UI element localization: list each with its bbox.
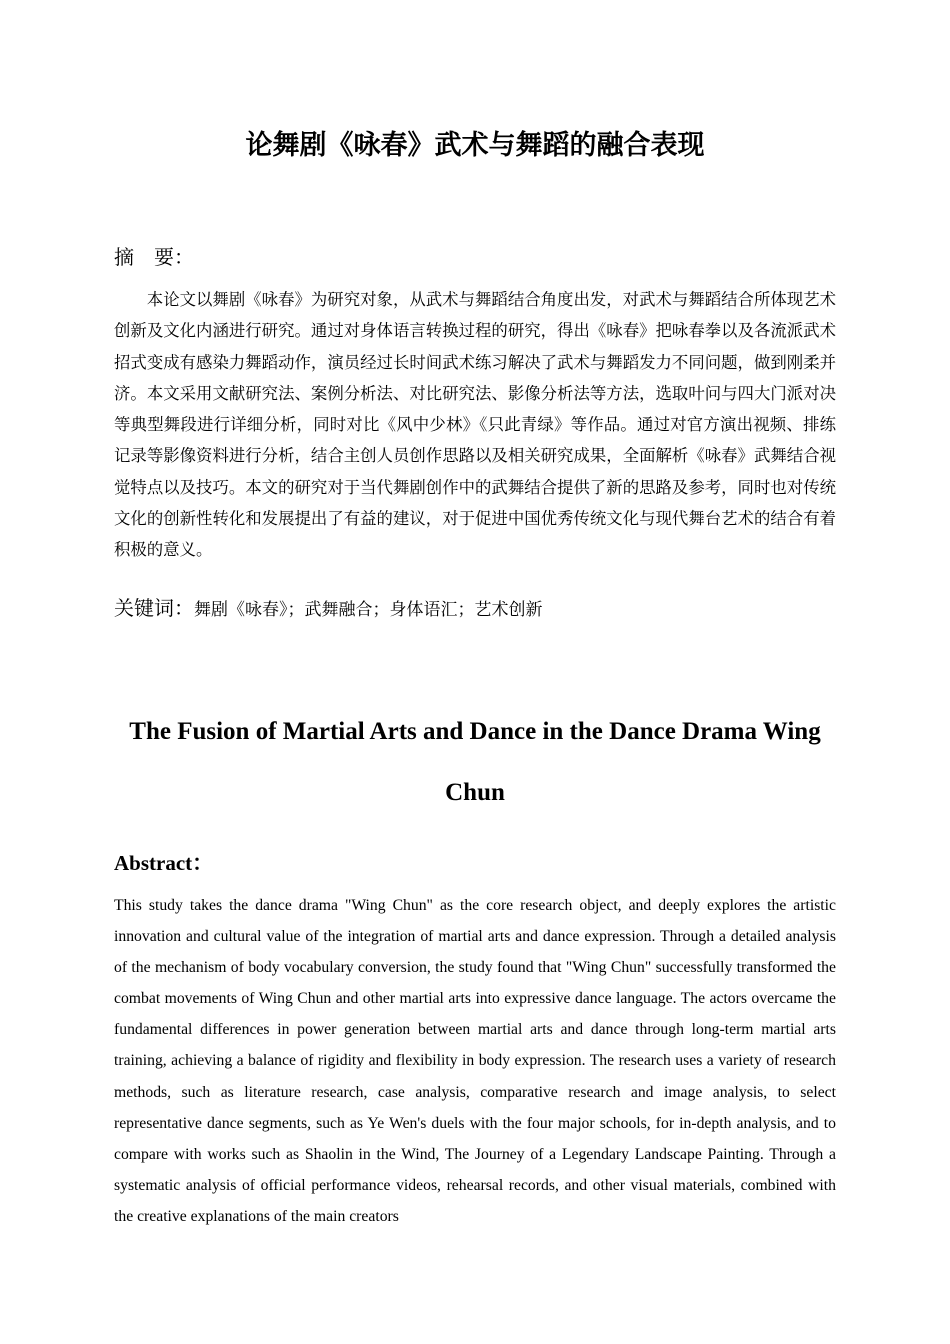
chinese-abstract-label: 摘 要： bbox=[114, 245, 194, 269]
chinese-title: 论舞剧《咏春》武术与舞蹈的融合表现 bbox=[245, 130, 705, 161]
english-title: The Fusion of Martial Arts and Dance in the Dance Drama Wing Chun bbox=[129, 718, 821, 806]
english-abstract-text: This study takes the dance drama "Wing Chun" as the core research object, and deeply explores the artistic innovation and cultural value of the integration of martial arts and dance expression. Through a detailed analysis of the mechanism of body vocabulary conversion, the study found that "Wing Chun" successfully transformed the combat movements of Wing Chun and other martial arts into expressive dance language. The actors overcame the fundamental differences in power generation between martial arts and dance through long-term martial arts training, achieving a balance of rigidity and flexibility in body expression. The research uses a variety of research methods, such as literature research, case analysis, comparative research and image analysis, to select representative dance segments, such as Ye Wen's duels with the four major schools, for in-depth analysis, and to compare with works such as Shaolin in the Wind, The Journey of a Legendary Landscape Painting. Through a systematic analysis of official performance videos, rehearsal records, and other visual materials, combined with the creative explanations of the main creators bbox=[114, 897, 836, 1225]
chinese-abstract-text: 本论文以舞剧《咏春》为研究对象，从武术与舞蹈结合角度出发，对武术与舞蹈结合所体现艺术创新及文化内涵进行研究。通过对身体语言转换过程的研究，得出《咏春》把咏春拳以及各流派武术招式变成有感染力舞蹈动作，演员经过长时间武术练习解决了武术与舞蹈发力不同问题，做到刚柔并济。本文采用文献研究法、案例分析法、对比研究法、影像分析法等方法，选取叶问与四大门派对决等典型舞段进行详细分析，同时对比《风中少林》《只此青绿》等作品。通过对官方演出视频、排练记录等影像资料进行分析，结合主创人员创作思路以及相关研究成果，全面解析《咏春》武舞结合视觉特点以及技巧。本文的研究对于当代舞剧创作中的武舞结合提供了新的思路及参考，同时也对传统文化的创新性转化和发展提出了有益的建议，对于促进中国优秀传统文化与现代舞台艺术的结合有着积极的意义。 bbox=[114, 290, 836, 560]
english-abstract-label: Abstract： bbox=[114, 851, 214, 875]
chinese-keywords-text: 舞剧《咏春》；武舞融合；身体语汇；艺术创新 bbox=[194, 600, 543, 620]
chinese-keywords-label: 关键词： bbox=[114, 596, 194, 620]
chinese-keywords bbox=[114, 592, 836, 627]
